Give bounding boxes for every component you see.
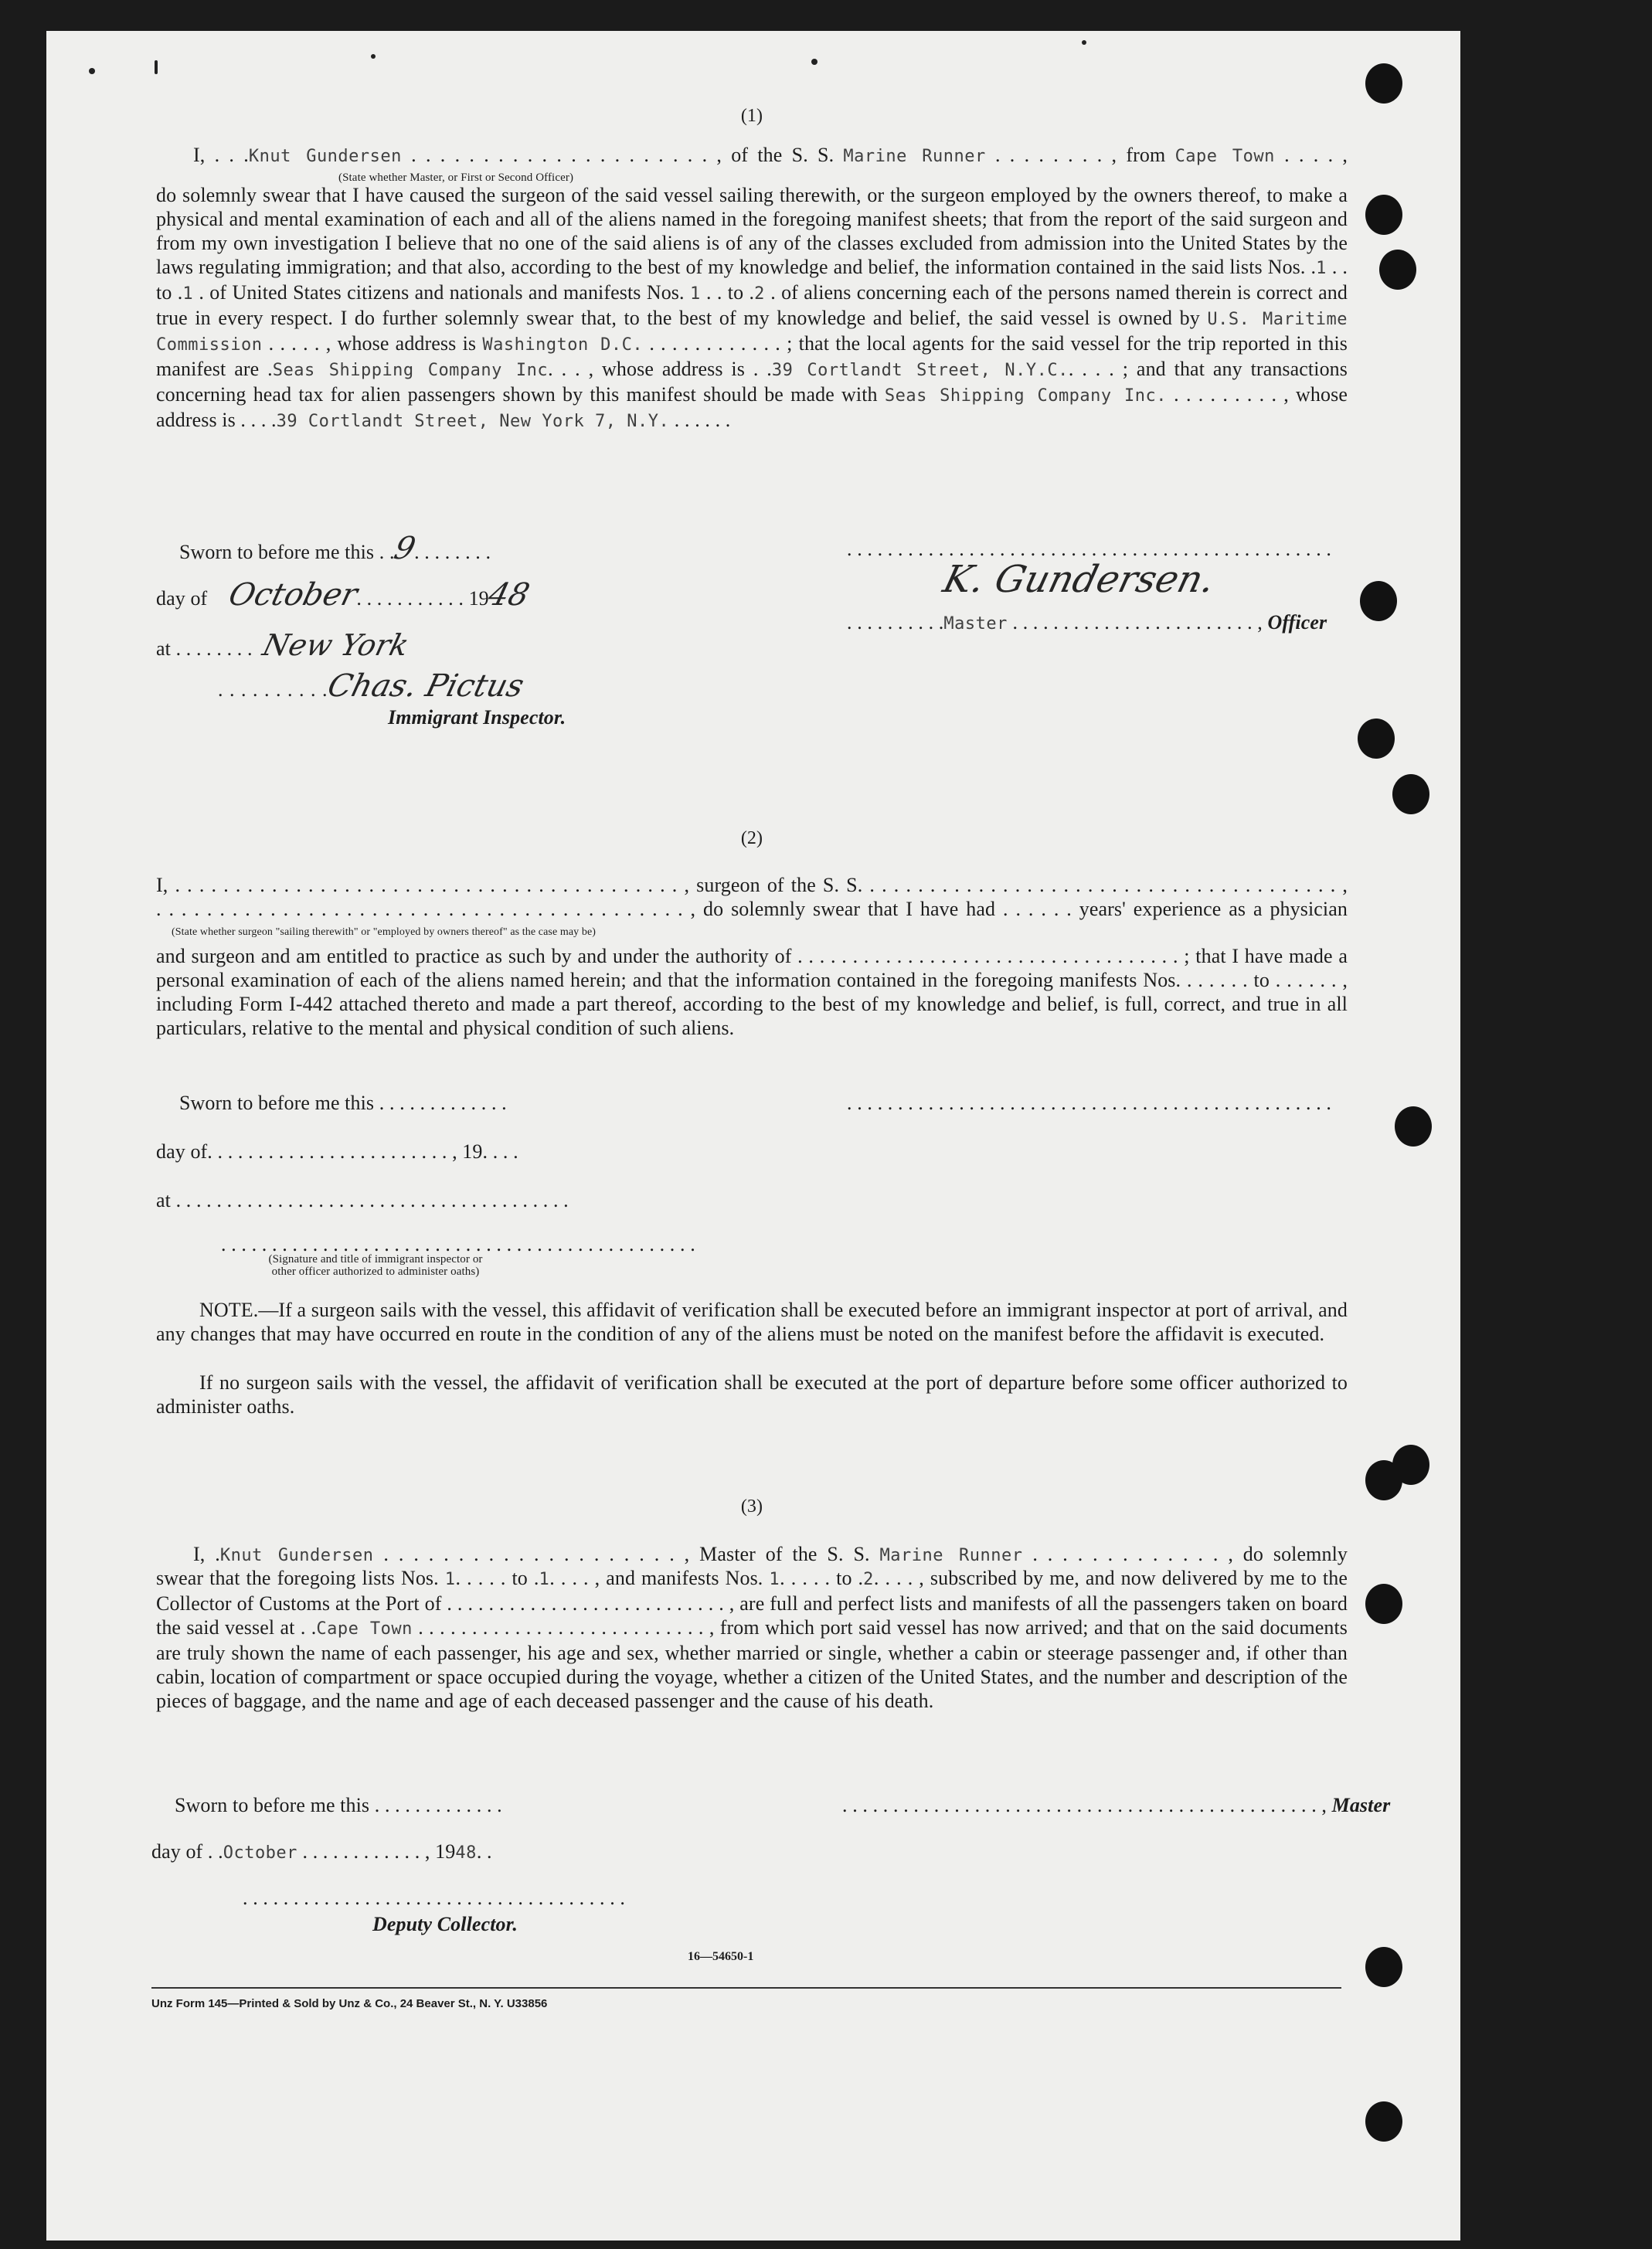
owner-field: U.S. Maritime Commission bbox=[156, 310, 1348, 355]
text: . . . , whose address is . . bbox=[548, 358, 772, 380]
departure-port-field: Cape Town bbox=[316, 1619, 413, 1639]
punch-hole-icon bbox=[1365, 63, 1402, 104]
agents-address-field: 39 Cortlandt Street, N.Y.C. bbox=[771, 361, 1069, 380]
date-row bbox=[156, 577, 533, 613]
text: . . . . . . . . . . bbox=[847, 611, 944, 634]
punch-hole-icon bbox=[1358, 719, 1395, 759]
inspector-signature: Chas. Pictus bbox=[323, 668, 528, 704]
inspector-signature-row bbox=[218, 668, 528, 704]
text: . . . . . . . . . , whose address is . . . . bbox=[156, 383, 1348, 431]
text: . . bbox=[476, 1840, 492, 1863]
form-number: 16—54650-1 bbox=[688, 1950, 754, 1963]
officer-rank-note: (State whether Master, or First or Second Officer) bbox=[338, 172, 574, 184]
lists-to-field: 1 bbox=[182, 284, 194, 304]
deputy-collector-line: . . . . . . . . . . . . . . . . . . . . . . . . . . . . . . . . . . . . . . bbox=[243, 1887, 625, 1909]
tax-address-field: 39 Cortlandt Street, New York 7, N.Y. bbox=[276, 412, 670, 431]
affidavit-text: . . . . , subscribed by me, and now delivered by me to the Collector of Customs at the Port of . . . . . . . . . . . . . . . . . . . . . . . . . . . , are full and perfect lists and manifests of all the passengers taken on board the said vessel at . . bbox=[156, 1567, 1348, 1639]
inspector-label: Immigrant Inspector. bbox=[388, 706, 566, 729]
text: . . . . . . . . bbox=[414, 541, 491, 563]
lists-from-field: 1 bbox=[1316, 259, 1327, 278]
signature-note: (Signature and title of immigrant inspector or other officer authorized to administer oaths) bbox=[268, 1253, 483, 1278]
master-name-field: Knut Gundersen bbox=[219, 1546, 374, 1565]
speck-icon bbox=[811, 59, 818, 65]
signature-dots: . . . . . . . . . . . . . . . . . . . . . . . . . . . . . . . . . . . . . . . . . . . . . . . . bbox=[847, 538, 1331, 560]
master-line bbox=[842, 1793, 1390, 1817]
footer-rule bbox=[151, 1987, 1341, 1989]
surgeon-line: I, . . . . . . . . . . . . . . . . . . . . . . . . . . . . . . . . . . . . . . . . . . , surgeon of the S. S. . . . . . . . . . . . . . . . . . . . . . . . . . . . . . . . . . . . . . . . , bbox=[156, 874, 1348, 896]
punch-hole-icon bbox=[1360, 581, 1397, 621]
text: . . . . . . . . . . . . . , do solemnly bbox=[1022, 1543, 1348, 1565]
place-handwritten: New York bbox=[259, 628, 413, 662]
text: Sworn to before me this . . bbox=[179, 541, 395, 563]
text: . . . . . . . . . . . . , 19 bbox=[297, 1840, 456, 1863]
text: . . . . , and manifests Nos. bbox=[549, 1567, 763, 1589]
affidavit-text: . . . . . . . . . . . . . . . . . . . . . . . . . . . , from which port said vessel has now arrived; and that on the said documents are truly shown the name of each passenger, his age and sex, whether married or single, whether a cabin or steerage passenger and, if other than cabin, location of compartment or space occupied during the voyage, whether a citizen of the United States, and the number and description of the pieces of baggage, and the name and age of each deceased passenger and the cause of his death. bbox=[156, 1616, 1348, 1712]
affidavit-text: . of aliens concerning each of the persons named therein is correct and true in every respect. I do further solemnly swear that, to the best of my knowledge and belief, the said vessel is owned by bbox=[156, 281, 1348, 329]
punch-hole-icon bbox=[1365, 2101, 1402, 2142]
text: I, . . . bbox=[193, 144, 249, 166]
text: . . . . . . . . . . bbox=[218, 678, 328, 701]
lists-to-field: 1 bbox=[539, 1570, 550, 1589]
text: . . . . . . . . . . . . . . . . . . . . . . . . , bbox=[1007, 611, 1268, 634]
sworn-row: Sworn to before me this . . . . . . . . . . . . . bbox=[175, 1794, 502, 1816]
text: . . to . bbox=[156, 256, 1348, 304]
master-signature: K. Gundersen. bbox=[939, 558, 1220, 601]
manifests-to-field: 2 bbox=[754, 284, 765, 304]
punch-hole-icon bbox=[1392, 1445, 1429, 1485]
affidavit-text: do solemnly swear that I have caused the surgeon of the said vessel sailing therewith, or the surgeon employed by the owners thereof, to make a physical and mental examination of each and all of the aliens named in the foregoing manifest sheets; that from the report of the said surgeon and from my own investigation I believe that no one of the said aliens is of any of the classes excluded from admission into the United States by the laws regulating immigration; and that also, according to the best of my knowledge and belief, the information contained in the said lists Nos. . bbox=[156, 184, 1348, 278]
surgeon-affidavit-text: and surgeon and am entitled to practice as such by and under the authority of . . . . . . . . . . . . . . . . . . . . . . . . . . . . . . . . . . . ; that I have made a personal examination of each of the aliens named herein; and that the information contained in the foregoing manifests Nos. . . . . . . to . . . . . . , including Form I-442 attached thereto and made a part thereof, according to the best of my knowledge and belief, is full, correct, and true in all particulars, relative to the mental and physical condition of such aliens. bbox=[156, 945, 1348, 1039]
officer-title-field: Master bbox=[943, 614, 1008, 634]
text: . . . . . . . . , from bbox=[985, 144, 1166, 166]
text: . . . . . , whose address is bbox=[262, 332, 477, 355]
vessel-name-field: Marine Runner bbox=[843, 147, 986, 166]
punch-hole-icon bbox=[1365, 1584, 1402, 1624]
sworn-row: Sworn to before me this . . . . . . . . . . . . . bbox=[179, 1092, 507, 1114]
month-field: October bbox=[223, 1843, 297, 1863]
lists-from-field: 1 bbox=[444, 1570, 456, 1589]
month-handwritten: October bbox=[225, 577, 362, 613]
departure-port-field: Cape Town bbox=[1174, 147, 1275, 166]
sworn-day-handwritten: 9 bbox=[389, 531, 419, 566]
note-surgeon-sails: NOTE.—If a surgeon sails with the vessel, this affidavit of verification shall be executed before an immigrant inspector at port of arrival, and any changes that may have occurred en route in the condition of any of the aliens must be noted on the manifest before the affidavit is executed. bbox=[156, 1299, 1348, 1345]
punch-hole-icon bbox=[1392, 774, 1429, 814]
affidavit-text: . of United States citizens and nationals and manifests Nos. bbox=[199, 281, 685, 304]
text: . . . . , bbox=[1274, 144, 1348, 166]
officer-row bbox=[847, 610, 1327, 636]
speck-icon bbox=[89, 68, 95, 74]
punch-hole-icon bbox=[1365, 195, 1402, 235]
manifests-from-field: 1 bbox=[689, 284, 701, 304]
affidavit-text: . . . . ; and that any transactions concerning head tax for alien passengers shown by this manifest should be made with bbox=[156, 358, 1348, 406]
text: . . . . . to . bbox=[455, 1567, 539, 1589]
text: . . . . . . . . . . . . . . . . . . . . . . . . . . . . . . . . . . . . . . . . . . . . . . . , bbox=[842, 1794, 1327, 1816]
surgeon-line: . . . . . . . . . . . . . . . . . . . . . . . . . . . . . . . . . . . . . . . . . . , do solemnly swear that I have had . . . . . . years' experience as a physician bbox=[156, 898, 1348, 920]
text: day of bbox=[156, 587, 208, 610]
tax-agent-field: Seas Shipping Company Inc. bbox=[884, 386, 1167, 406]
manifests-to-field: 2 bbox=[863, 1570, 874, 1589]
place-row bbox=[156, 628, 413, 662]
year-handwritten: 48 bbox=[484, 577, 533, 613]
sworn-row bbox=[179, 531, 491, 566]
deputy-collector-label: Deputy Collector. bbox=[372, 1913, 518, 1935]
affidavit-text: . . . . . . . . . . . . ; that the local agents for the said vessel for the trip reported in this manifest are . bbox=[156, 332, 1348, 380]
master-label: Master bbox=[1331, 1794, 1391, 1816]
signature-line: . . . . . . . . . . . . . . . . . . . . . . . . . . . . . . . . . . . . . . . . . . . . . . . bbox=[221, 1233, 695, 1255]
vessel-name-field: Marine Runner bbox=[879, 1546, 1023, 1565]
text: . . . . . . . . . . . 19 bbox=[356, 587, 489, 610]
manifest-affidavit-page bbox=[46, 31, 1460, 2241]
section-number: (2) bbox=[740, 828, 763, 848]
place-row: at . . . . . . . . . . . . . . . . . . . . . . . . . . . . . . . . . . . . . . . bbox=[156, 1189, 569, 1211]
text: . . . . . . . . . . . . . . . . . . . . , Master of the S. S. bbox=[373, 1543, 870, 1565]
speck-icon bbox=[1082, 40, 1086, 45]
date-row bbox=[151, 1840, 492, 1865]
speck-icon bbox=[155, 60, 158, 74]
punch-hole-icon bbox=[1395, 1106, 1432, 1147]
section-number: (3) bbox=[740, 1497, 763, 1517]
note-no-surgeon: If no surgeon sails with the vessel, the affidavit of verification shall be executed at the port of departure before some officer authorized to administer oaths. bbox=[156, 1371, 1348, 1418]
signature-dots: . . . . . . . . . . . . . . . . . . . . . . . . . . . . . . . . . . . . . . . . . . . . . . . . bbox=[847, 1092, 1331, 1114]
section-number: (1) bbox=[740, 106, 763, 126]
master-name-field: Knut Gundersen bbox=[248, 147, 402, 166]
text: at . . . . . . . . bbox=[156, 637, 253, 660]
text: . . . . . . bbox=[669, 409, 731, 431]
punch-hole-icon bbox=[1379, 250, 1416, 290]
year-field: 48 bbox=[455, 1843, 477, 1863]
manifests-from-field: 1 bbox=[769, 1570, 780, 1589]
punch-hole-icon bbox=[1365, 1947, 1402, 1987]
text: day of . . bbox=[151, 1840, 223, 1863]
text: I, . bbox=[193, 1543, 220, 1565]
officer-label: Officer bbox=[1267, 611, 1327, 634]
text: . . . . . to . bbox=[780, 1567, 864, 1589]
footer-imprint: Unz Form 145—Printed & Sold by Unz & Co., 24 Beaver St., N. Y. U33856 bbox=[151, 1997, 548, 2010]
text: . . to . bbox=[706, 281, 755, 304]
date-row: day of. . . . . . . . . . . . . . . . . . . . . . . . , 19. . . . bbox=[156, 1140, 518, 1163]
surgeon-note: (State whether surgeon "sailing therewith" or "employed by owners thereof" as the case may be) bbox=[172, 926, 597, 938]
owner-address-field: Washington D.C. bbox=[482, 335, 644, 355]
text: swear that the foregoing lists Nos. bbox=[156, 1567, 439, 1589]
text: . . . . . . . . . . . . . . . . . . . . . , of the S. S. bbox=[401, 144, 834, 166]
speck-icon bbox=[371, 54, 376, 59]
agents-field: Seas Shipping Company Inc bbox=[272, 361, 549, 380]
